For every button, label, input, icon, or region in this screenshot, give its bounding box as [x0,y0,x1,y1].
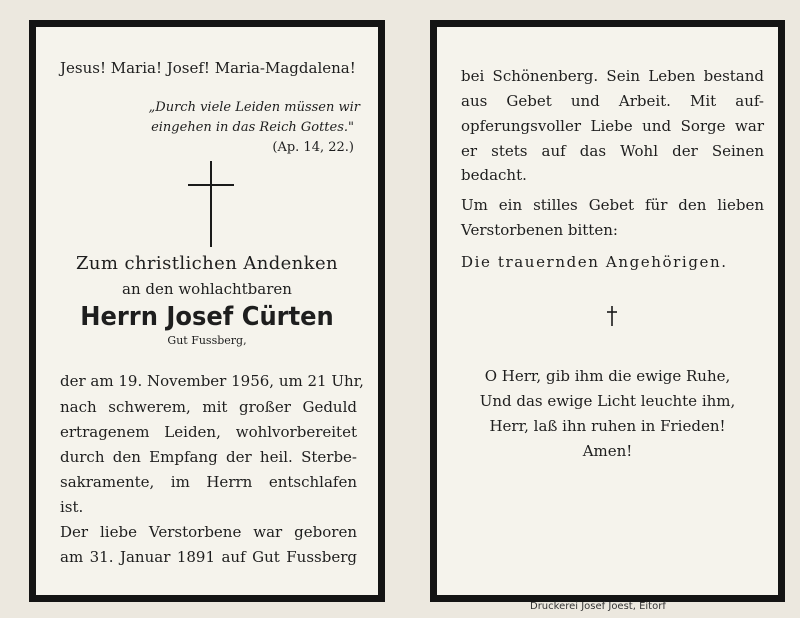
prayer-request-line: Um ein stilles Gebet für den lieben [461,196,764,214]
body-line: durch den Empfang der heil. Sterbe- [60,448,357,466]
body-line: opferungsvoller Liebe und Sorge war [461,117,764,135]
body-line: bei Schönenberg. Sein Leben bestand [461,67,764,85]
deceased-name: Herrn Josef Cürten [80,302,334,332]
prayer-request-line: Verstorbenen bitten: [461,221,618,239]
quote-line-1: „Durch viele Leiden müssen wir [148,100,360,115]
body-line: sakramente, im Herrn entschlafen [60,473,357,491]
deceased-estate: Gut Fussberg, [167,334,247,347]
body-line: der am 19. November 1956, um 21 Uhr, [60,372,364,390]
body-line: ist. [60,498,84,516]
memorial-subheading: an den wohlachtbaren [122,280,292,298]
memorial-card-left-panel [29,20,385,602]
prayer-line: O Herr, gib ihm die ewige Ruhe, [484,367,731,385]
body-line: aus Gebet und Arbeit. Mit auf- [461,92,764,110]
quote-reference: (Ap. 14, 22.) [272,140,354,155]
prayer-line: Und das ewige Licht leuchte ihm, [479,392,736,410]
body-line: Der liebe Verstorbene war geboren [60,523,357,541]
invocation-line: Jesus! Maria! Josef! Maria-Magdalena! [60,59,356,77]
body-line: er stets auf das Wohl der Seinen [461,142,764,160]
body-line: nach schwerem, mit großer Geduld [60,398,357,416]
prayer-amen: Amen! [582,442,633,460]
body-line: am 31. Januar 1891 auf Gut Fussberg [60,548,357,566]
printer-imprint: Druckerei Josef Joest, Eitorf [530,601,666,612]
cross-icon [605,305,619,327]
body-line: ertragenem Leiden, wohlvorbereitet [60,423,357,441]
body-line: bedacht. [461,166,527,184]
quote-line-2: eingehen in das Reich Gottes." [151,120,354,135]
memorial-heading: Zum christlichen Andenken [75,253,339,274]
cross-icon [176,159,246,249]
memorial-card-right-panel [430,20,785,602]
prayer-line: Herr, laß ihn ruhen in Frieden! [489,417,726,435]
family-signature: Die trauernden Angehörigen. [461,253,728,271]
